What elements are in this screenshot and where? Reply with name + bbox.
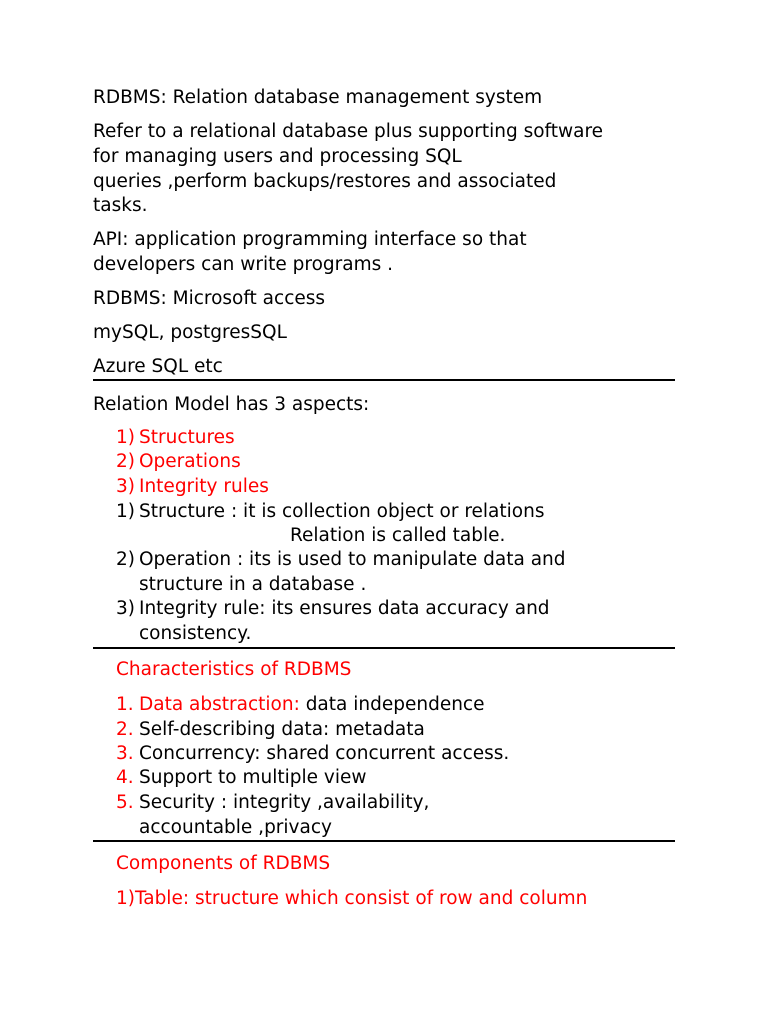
char-1-number: 1. <box>116 694 134 715</box>
char-5-text: Security : integrity ,availability, <box>139 792 430 813</box>
components-heading: Components of RDBMS <box>116 853 331 874</box>
components-item-1: 1)Table: structure which consist of row and column <box>116 888 588 909</box>
detail-2-line-2: structure in a database . <box>139 574 367 595</box>
char-4-number: 4. <box>116 767 134 788</box>
aspect-2-number: 2) <box>116 451 135 472</box>
intro-heading: RDBMS: Relation database management system <box>93 87 543 108</box>
detail-3-number: 3) <box>116 598 135 619</box>
api-line-1: API: application programming interface so that <box>93 229 527 250</box>
intro-para-line-1: Refer to a relational database plus supporting software <box>93 121 604 142</box>
intro-para-line-3: queries ,perform backups/restores and associated <box>93 171 557 192</box>
divider-1 <box>93 379 675 381</box>
char-1-text <box>139 693 485 717</box>
detail-1-indented: Relation is called table. <box>290 525 506 546</box>
detail-2-line-1: Operation : its is used to manipulate data and <box>139 549 566 570</box>
divider-2 <box>93 647 675 649</box>
char-3-text: Concurrency: shared concurrent access. <box>139 743 510 764</box>
char-2-text: Self-describing data: metadata <box>139 719 425 740</box>
api-line-2: developers can write programs . <box>93 254 394 275</box>
divider-3 <box>93 840 675 842</box>
char-5-number: 5. <box>116 792 134 813</box>
char-1-rest: data independence <box>299 694 485 715</box>
aspect-3-text: Integrity rules <box>139 476 269 497</box>
characteristics-heading: Characteristics of RDBMS <box>116 659 352 680</box>
aspect-1-text: Structures <box>139 427 235 448</box>
char-5-continuation: accountable ,privacy <box>139 817 332 838</box>
char-4-text: Support to multiple view <box>139 767 367 788</box>
detail-3-line-1: Integrity rule: its ensures data accuracy and <box>139 598 550 619</box>
aspect-1-number: 1) <box>116 427 135 448</box>
aspect-2-text: Operations <box>139 451 241 472</box>
detail-2-number: 2) <box>116 549 135 570</box>
relation-model-heading: Relation Model has 3 aspects: <box>93 394 370 415</box>
intro-para-line-2: for managing users and processing SQL <box>93 146 462 167</box>
char-1-red-text: Data abstraction: <box>139 694 300 715</box>
example-access: RDBMS: Microsoft access <box>93 288 326 309</box>
char-3-number: 3. <box>116 743 134 764</box>
detail-1-line-1: Structure : it is collection object or relations <box>139 501 545 522</box>
char-2-number: 2. <box>116 719 134 740</box>
example-azure: Azure SQL etc <box>93 356 223 377</box>
detail-3-line-2: consistency. <box>139 623 252 644</box>
detail-1-number: 1) <box>116 501 135 522</box>
aspect-3-number: 3) <box>116 476 135 497</box>
example-mysql: mySQL, postgresSQL <box>93 322 287 343</box>
intro-para-line-4: tasks. <box>93 195 148 216</box>
